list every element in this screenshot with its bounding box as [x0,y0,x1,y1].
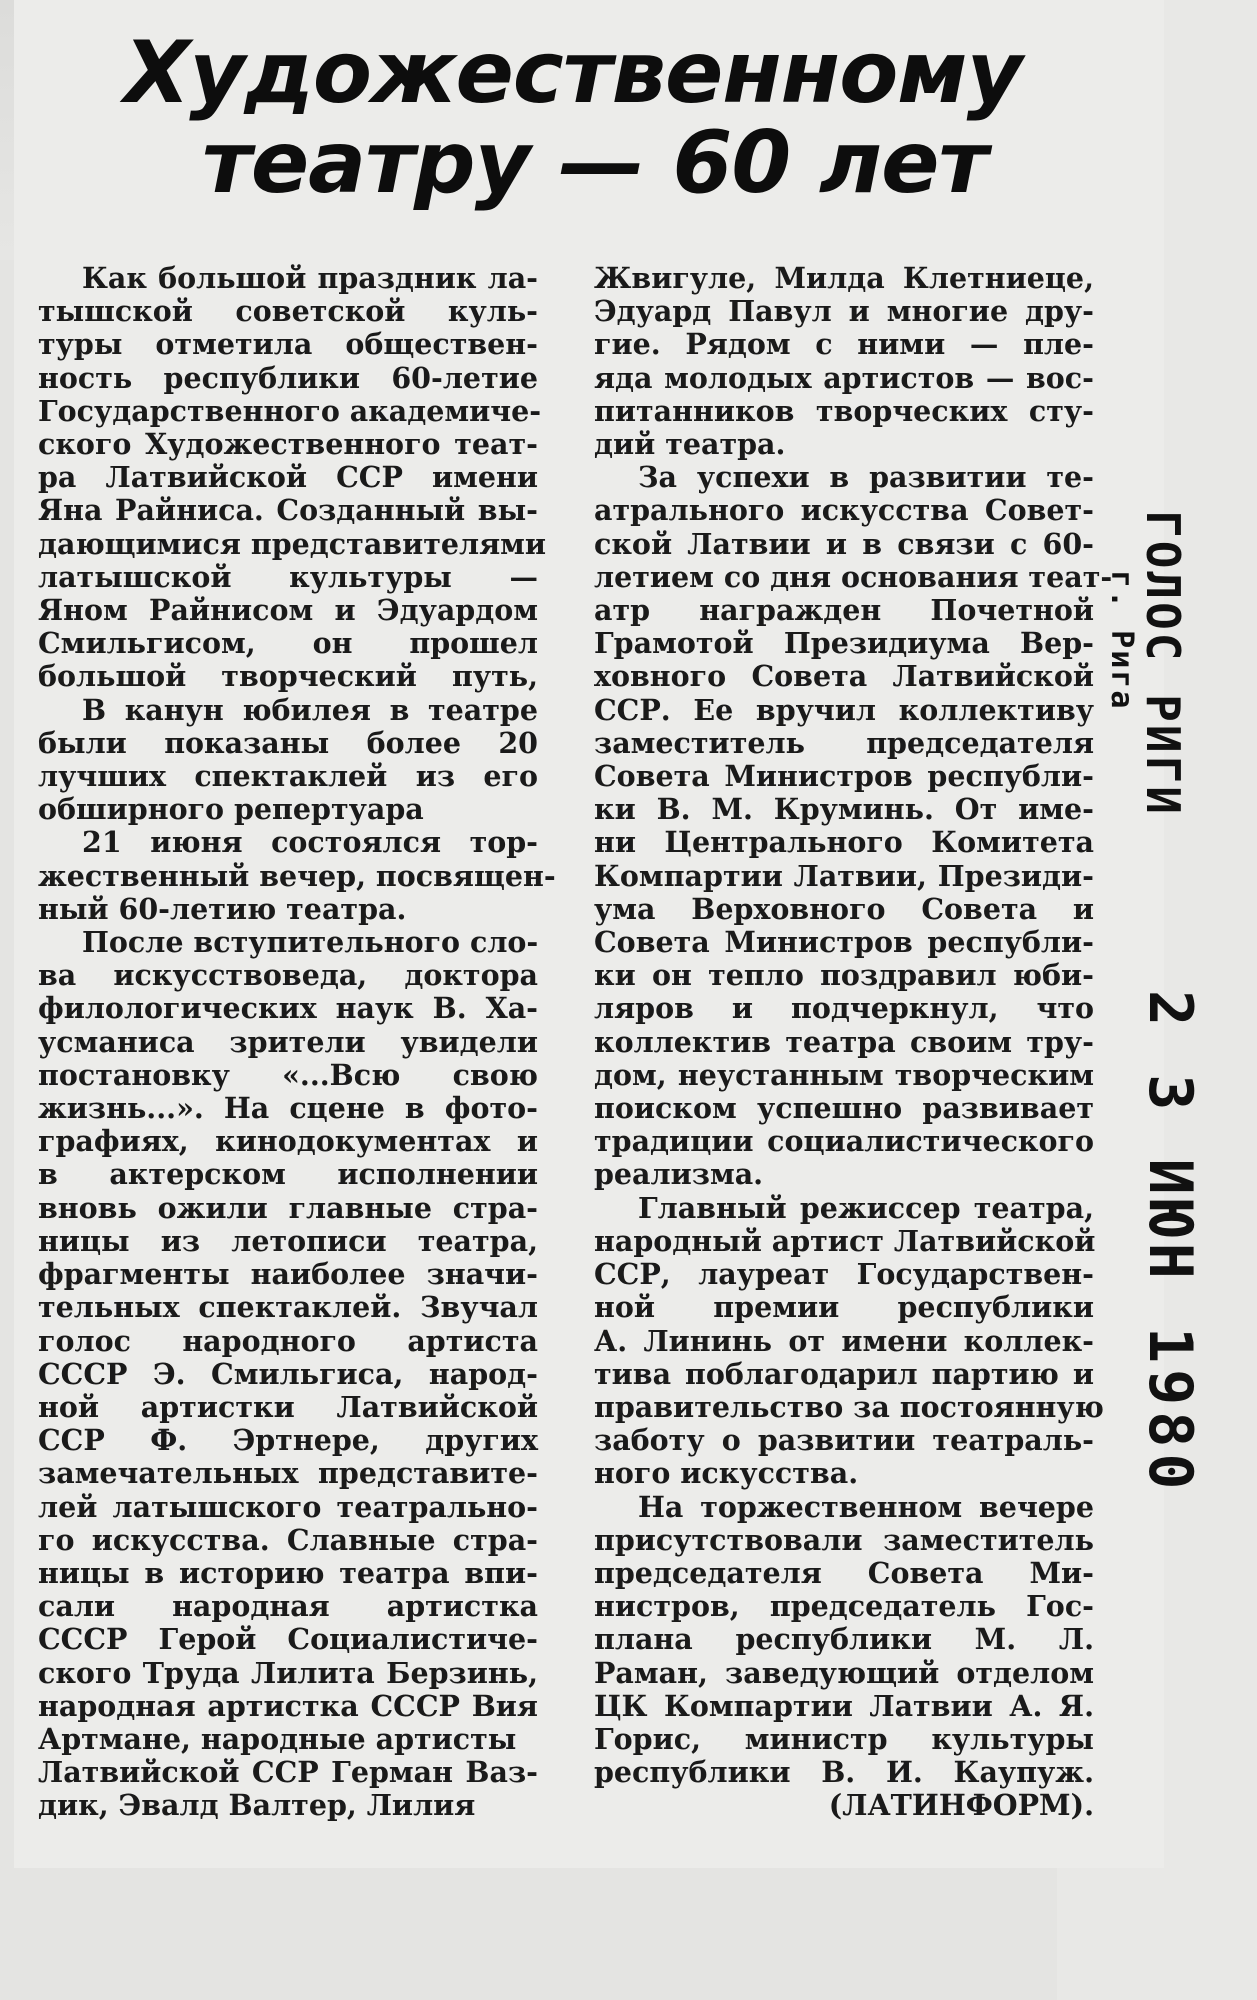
newspaper-clipping [14,0,1164,1868]
article-line: реализма. [594,1157,764,1192]
article-line: ва искусствоведа, доктора [38,958,538,993]
article-line: ки он тепло поздравил юби- [594,958,1094,993]
article-line: тышской советской куль- [38,294,538,329]
article-line: ской Латвии и в связи с 60- [594,526,1094,561]
article-line: народная артистка СССР Вия [38,1688,538,1723]
article-line: После вступительного сло- [82,925,539,960]
article-line: в актерском исполнении [38,1157,538,1192]
headline [124,23,1104,213]
article-line: республики В. И. Каупуж. [594,1755,1094,1790]
article-line: ной артистки Латвийской [38,1389,538,1424]
article-line: ССР Ф. Эртнере, других [38,1423,538,1458]
article-line: ный 60-летию театра. [38,891,407,926]
article-line: тива поблагодарил партию и [594,1356,1094,1391]
article-line: заместитель председателя [594,725,1094,760]
article-line: Смильгисом, он прошел [38,626,538,661]
article-line: Компартии Латвии, Президи- [594,858,1094,893]
article-line: ЦК Компартии Латвии А. Я. [594,1688,1094,1723]
article-line: ума Верховного Совета и [594,891,1094,926]
article-line: жизнь...». На сцене в фото- [38,1091,538,1126]
article-line: го искусства. Славные стра- [38,1522,538,1557]
article-line: большой творческий путь, [38,659,538,694]
article-line: ки В. М. Круминь. От име- [594,792,1094,827]
article-line: Совета Министров республи- [594,925,1094,960]
article-line: Горис, министр культуры [594,1721,1094,1756]
article-line: ского Труда Лилита Берзинь, [38,1655,538,1690]
date-stamp: 2 3 ИЮН 1980 [1135,990,1205,1496]
article-line: туры отметила обществен- [38,327,538,362]
article-line: жественный вечер, посвящен- [38,858,556,893]
article-line: плана республики М. Л. [594,1622,1094,1657]
article-line: Эдуард Павул и многие дру- [594,294,1094,329]
article-line: А. Лининь от имени коллек- [594,1323,1094,1358]
article-line: (ЛАТИНФОРМ). [828,1788,1094,1823]
article-line: коллектив театра своим тру- [594,1024,1094,1059]
article-line: гие. Рядом с ними — пле- [594,327,1094,362]
article-line: СССР Э. Смильгиса, народ- [38,1356,538,1391]
article-line: замечательных представите- [38,1456,538,1491]
article-line: обширного репертуара [38,792,424,827]
article-line: питанников творческих сту- [594,393,1094,428]
headline-line-2: театру — 60 лет [202,113,988,213]
article-line: постановку «...Всю свою [38,1057,538,1092]
article-line: В канун юбилея в театре [82,692,538,727]
article-line: голос народного артиста [38,1323,538,1358]
article-line: ницы из летописи театра, [38,1223,538,1258]
article-line: яда молодых артистов — вос- [594,360,1094,395]
article-line: ховного Совета Латвийской [594,659,1094,694]
article-line: народный артист Латвийской [594,1223,1096,1258]
article-line: Государственного академиче- [38,393,542,428]
article-line: лей латышского театрально- [38,1489,538,1524]
article-line: были показаны более 20 [38,725,538,760]
article-line: поиском успешно развивает [594,1091,1094,1126]
article-line: тельных спектаклей. Звучал [38,1290,538,1325]
article-line: дом, неустанным творческим [594,1057,1094,1092]
article-line: ного искусства. [594,1456,859,1491]
article-line: Жвигуле, Милда Клетниеце, [594,261,1094,295]
article-line: дик, Эвалд Валтер, Лилия [38,1788,476,1823]
article-line: заботу о развитии театраль- [594,1423,1094,1458]
article-line: ра Латвийской ССР имени [38,460,538,495]
article-line: филологических наук В. Ха- [38,991,538,1026]
article-line: Совета Министров республи- [594,759,1094,794]
article-line: Грамотой Президиума Вер- [594,626,1094,661]
article-line: правительство за постоянную [594,1389,1104,1424]
article-line: ность республики 60-летие [38,360,538,395]
article-line: фрагменты наиболее значи- [38,1257,538,1292]
article-line: 21 июня состоялся тор- [82,825,538,860]
article-line: ССР. Ее вручил коллективу [594,692,1094,727]
article-column-right [594,261,1113,1823]
article-line: ной премии республики [594,1290,1094,1325]
article-line: дий театра. [594,427,786,462]
article-line: ни Центрального Комитета [594,825,1094,860]
article-line: Артмане, народные артисты [38,1721,517,1756]
article-line: На торжественном вечере [638,1489,1094,1524]
article-line: ского Художественного теат- [38,427,538,462]
headline-line-1: Художественному [124,23,1022,123]
article-line: традиции социалистического [594,1124,1094,1159]
article-line: дающимися представителями [38,526,547,561]
publication-city: г. Рига [1104,570,1139,711]
article-line: Главный режиссер театра, [638,1190,1094,1225]
article-line: СССР Герой Социалистиче- [38,1622,538,1657]
article-line: Раман, заведующий отделом [594,1655,1094,1690]
article-line: графиях, кинодокументах и [38,1124,538,1159]
publication-stamp [1104,510,1188,817]
article-line: вновь ожили главные стра- [38,1190,538,1225]
article-line: усманиса зрители увидели [38,1024,538,1059]
article-line: Яна Райниса. Созданный вы- [38,493,538,528]
publication-name: ГОЛОС РИГИ [1136,510,1190,817]
article-line: атр награжден Почетной [594,593,1094,628]
article-line: За успехи в развитии те- [638,460,1094,495]
article-column-left [38,261,556,1823]
article-line: ницы в историю театра впи- [38,1555,538,1590]
article-line: атрального искусства Совет- [594,493,1094,528]
article-line: сали народная артистка [38,1589,538,1624]
article-line: присутствовали заместитель [594,1522,1094,1557]
article-line: лучших спектаклей из его [38,759,538,794]
article-line: Как большой праздник ла- [82,261,538,295]
article-line: ляров и подчеркнул, что [594,991,1094,1026]
article-line: латышской культуры — [38,559,538,594]
article-line: Яном Райнисом и Эдуардом [38,593,538,628]
article-line: нистров, председатель Гос- [594,1589,1094,1624]
article-line: летием со дня основания теат- [594,559,1113,594]
article-line: ССР, лауреат Государствен- [594,1257,1094,1292]
article-line: председателя Совета Ми- [594,1555,1094,1590]
article-line: Латвийской ССР Герман Ваз- [38,1755,538,1790]
